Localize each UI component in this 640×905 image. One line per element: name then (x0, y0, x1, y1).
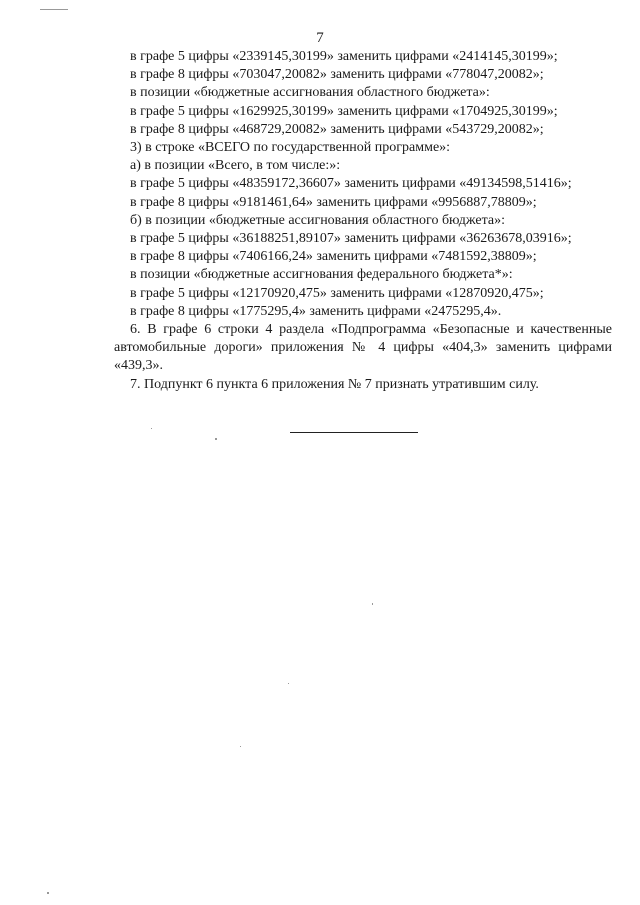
text-line: в графе 5 цифры «36188251,89107» заменить цифрами «36263678,03916»; (130, 231, 572, 247)
text-line: в графе 8 цифры «9181461,64» заменить цифрами «9956887,78809»; (130, 194, 537, 210)
scan-speck (240, 746, 241, 747)
end-divider (290, 432, 418, 433)
text-line: в графе 5 цифры «2339145,30199» заменить цифрами «2414145,30199»; (130, 49, 558, 64)
page-number: 7 (316, 30, 324, 46)
paragraph-item-7: 7. Подпункт 6 пункта 6 приложения № 7 признать утратившим силу. (130, 376, 539, 392)
text-line: в графе 5 цифры «48359172,36607» заменить цифрами «49134598,51416»; (130, 176, 572, 192)
text-line: в графе 8 цифры «7406166,24» заменить цифрами «7481592,38809»; (130, 249, 537, 265)
text-line: в позиции «бюджетные ассигнования федерального бюджета*»: (130, 267, 513, 283)
text-line: б) в позиции «бюджетные ассигнования областного бюджета»: (130, 212, 506, 228)
document-body (114, 48, 612, 394)
paragraph-item-6: 6. В графе 6 строки 4 раздела «Подпрограмма «Безопасные и качественные автомобильные дороги» приложения № 4 цифры «404,3» заменить цифрами «439,3». (114, 322, 612, 374)
text-line: 3) в строке «ВСЕГО по государственной программе»: (130, 140, 451, 156)
scan-speck (215, 438, 217, 440)
scan-speck (372, 603, 373, 605)
scan-speck (151, 428, 152, 429)
text-line: в позиции «бюджетные ассигнования областного бюджета»: (130, 85, 490, 101)
text-line: в графе 8 цифры «703047,20082» заменить цифрами «778047,20082»; (130, 67, 544, 83)
text-line: в графе 5 цифры «12170920,475» заменить цифрами «12870920,475»; (130, 285, 544, 301)
text-line: а) в позиции «Всего, в том числе:»: (130, 158, 341, 174)
text-line: в графе 5 цифры «1629925,30199» заменить цифрами «1704925,30199»; (130, 103, 558, 119)
scan-speck (288, 683, 289, 684)
scan-speck (47, 892, 49, 894)
text-line: в графе 8 цифры «1775295,4» заменить цифрами «2475295,4». (130, 303, 502, 319)
text-line: в графе 8 цифры «468729,20082» заменить цифрами «543729,20082»; (130, 121, 544, 137)
scan-edge-mark (40, 9, 68, 10)
